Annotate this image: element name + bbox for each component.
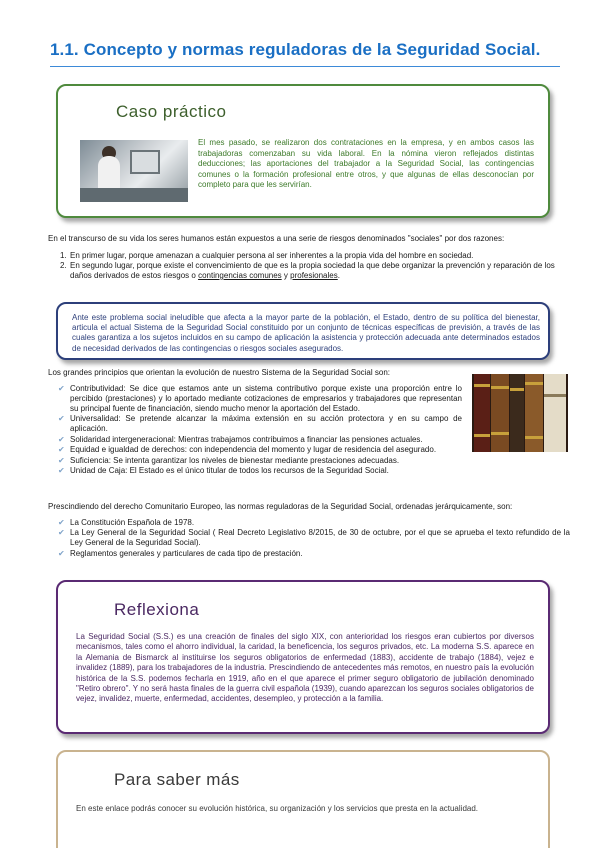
case-practice-box xyxy=(56,84,550,218)
reflection-text: La Seguridad Social (S.S.) es una creación de finales del siglo XIX, con anterioridad los riesgos eran cubiertos por diversos mecanismos, tales como el ahorro individual, la caridad, la beneficencia, los seguros privados, etc. La moderna S.S. aparece en la Alemania de Bismarck al instituirse los seguros obligatorios de enfermedad (1883), accidente de trabajo (1884), vejez e invalidez (1889), para los trabajadores de la industria. Prescindiendo de antecedentes más remotos, en nuestro país la evolución histórica de la S.S. podemos fecharla en 1919, año en el que aparece el primer seguro obligatorio de jubilación denominado "Retiro obrero". Y no será hasta finales de la guerra civil española (1939), cuando aparezcan los seguros sociales obligatorios de vejez, invalidez, muerte, enfermedad, accidentes, desempleo, y protección a la familia. xyxy=(76,632,534,704)
law-books-photo xyxy=(472,374,568,452)
list-item: ✔ Reglamentos generales y particulares de cada tipo de prestación. xyxy=(58,548,303,558)
list-item: ✔ La Ley General de la Seguridad Social ( Real Decreto Legislativo 8/2015, de 30 de octubre, por el que se aprueba el texto refundido de la Ley General de la Seguridad Social). xyxy=(58,528,570,548)
list-item: ✔ La Constitución Española de 1978. xyxy=(58,518,195,527)
learn-more-heading: Para saber más xyxy=(114,770,240,789)
laws-lead: Prescindiendo del derecho Comunitario Europeo, las normas reguladoras de la Seguridad Social, ordenadas jerárquicamente, son: xyxy=(48,502,513,511)
reasons-list xyxy=(60,251,560,281)
check-icon: ✔ xyxy=(58,548,65,558)
learn-more-box xyxy=(56,750,550,848)
reflection-box xyxy=(56,580,550,734)
check-icon: ✔ xyxy=(58,414,65,424)
check-icon: ✔ xyxy=(58,455,65,465)
check-icon: ✔ xyxy=(58,518,65,527)
system-text: Ante este problema social ineludible que afecta a la mayor parte de la población, el Estado, dentro de su política del bienestar, articula el actual Sistema de la Seguridad Social constituido por un conjunto de técnicas específicas de previsión, a través de las cuales garantiza a los sujetos incluidos en su campo de aplicación la asistencia y protección adecuada ante determinados estados de necesidad derivados de las contingencias o riesgos sociales asegurados. xyxy=(72,313,540,353)
reflection-heading: Reflexiona xyxy=(114,600,200,619)
social-risks-intro: En el transcurso de su vida los seres humanos están expuestos a una serie de riesgos denominados "sociales" por dos razones: xyxy=(48,234,505,243)
check-icon: ✔ xyxy=(58,465,65,475)
learn-more-text[interactable]: En este enlace podrás conocer su evolución histórica, su organización y los servicios que presta en la actualidad. xyxy=(76,804,479,813)
list-item: 2. En segundo lugar, porque existe el convencimiento de que es la propia sociedad la que debe organizar la prevención y reparación de los daños derivados de estos riesgos o contingencias comunes y profesionales. xyxy=(60,261,555,280)
check-icon: ✔ xyxy=(58,445,65,455)
list-item: ✔ Equidad e igualdad de derechos: con independencia del momento y lugar de residencia del asegurado. xyxy=(58,445,437,455)
check-icon: ✔ xyxy=(58,434,65,444)
office-workers-photo xyxy=(80,140,188,202)
list-item: ✔ Universalidad: Se pretende alcanzar la máxima extensión en su acción protectora y en su campo de aplicación. xyxy=(58,414,462,434)
principles-list xyxy=(58,384,462,476)
common-contingencies-link[interactable]: contingencias comunes xyxy=(198,271,282,280)
check-icon: ✔ xyxy=(58,384,65,393)
page-title: 1.1. Concepto y normas reguladoras de la Seguridad Social. xyxy=(50,40,560,67)
principles-lead: Los grandes principios que orientan la evolución de nuestro Sistema de la Seguridad Social son: xyxy=(48,368,390,377)
case-practice-heading: Caso práctico xyxy=(116,102,227,121)
professional-contingencies-link[interactable]: profesionales xyxy=(290,271,338,280)
list-item: ✔ Solidaridad intergeneracional: Mientras trabajamos contribuimos a financiar las pensiones actuales. xyxy=(58,434,423,444)
list-item: 1. En primer lugar, porque amenazan a cualquier persona al ser inherentes a la propia vida del hombre en sociedad. xyxy=(60,251,474,260)
list-item: ✔ Unidad de Caja: El Estado es el único titular de todos los recursos de la Seguridad Social. xyxy=(58,465,389,475)
list-item: ✔ Suficiencia: Se intenta garantizar los niveles de bienestar mediante prestaciones adecuadas. xyxy=(58,455,400,465)
check-icon: ✔ xyxy=(58,528,65,538)
social-security-system-box xyxy=(56,302,550,360)
case-practice-text: El mes pasado, se realizaron dos contrataciones en la empresa, y en ambos casos las trabajadoras comenzaban su vida laboral. En la nómina vieron reflejados distintas deducciones; las aportaciones del trabajador a la Seguridad Social, las contingencias comunes o la formación profesional entre otros, y que algunas de ellas desconocían por completo para que les servirían. xyxy=(198,138,534,189)
list-item: ✔ Contributividad: Se dice que estamos ante un sistema contributivo porque existe una proporción entre lo percibido (prestaciones) y lo aportado mediante cotizaciones de empresarios y trabajadores que representan su principal fuente de financiación, siendo mucho menor la aportación del Estado. xyxy=(58,384,462,413)
laws-list xyxy=(58,518,570,559)
